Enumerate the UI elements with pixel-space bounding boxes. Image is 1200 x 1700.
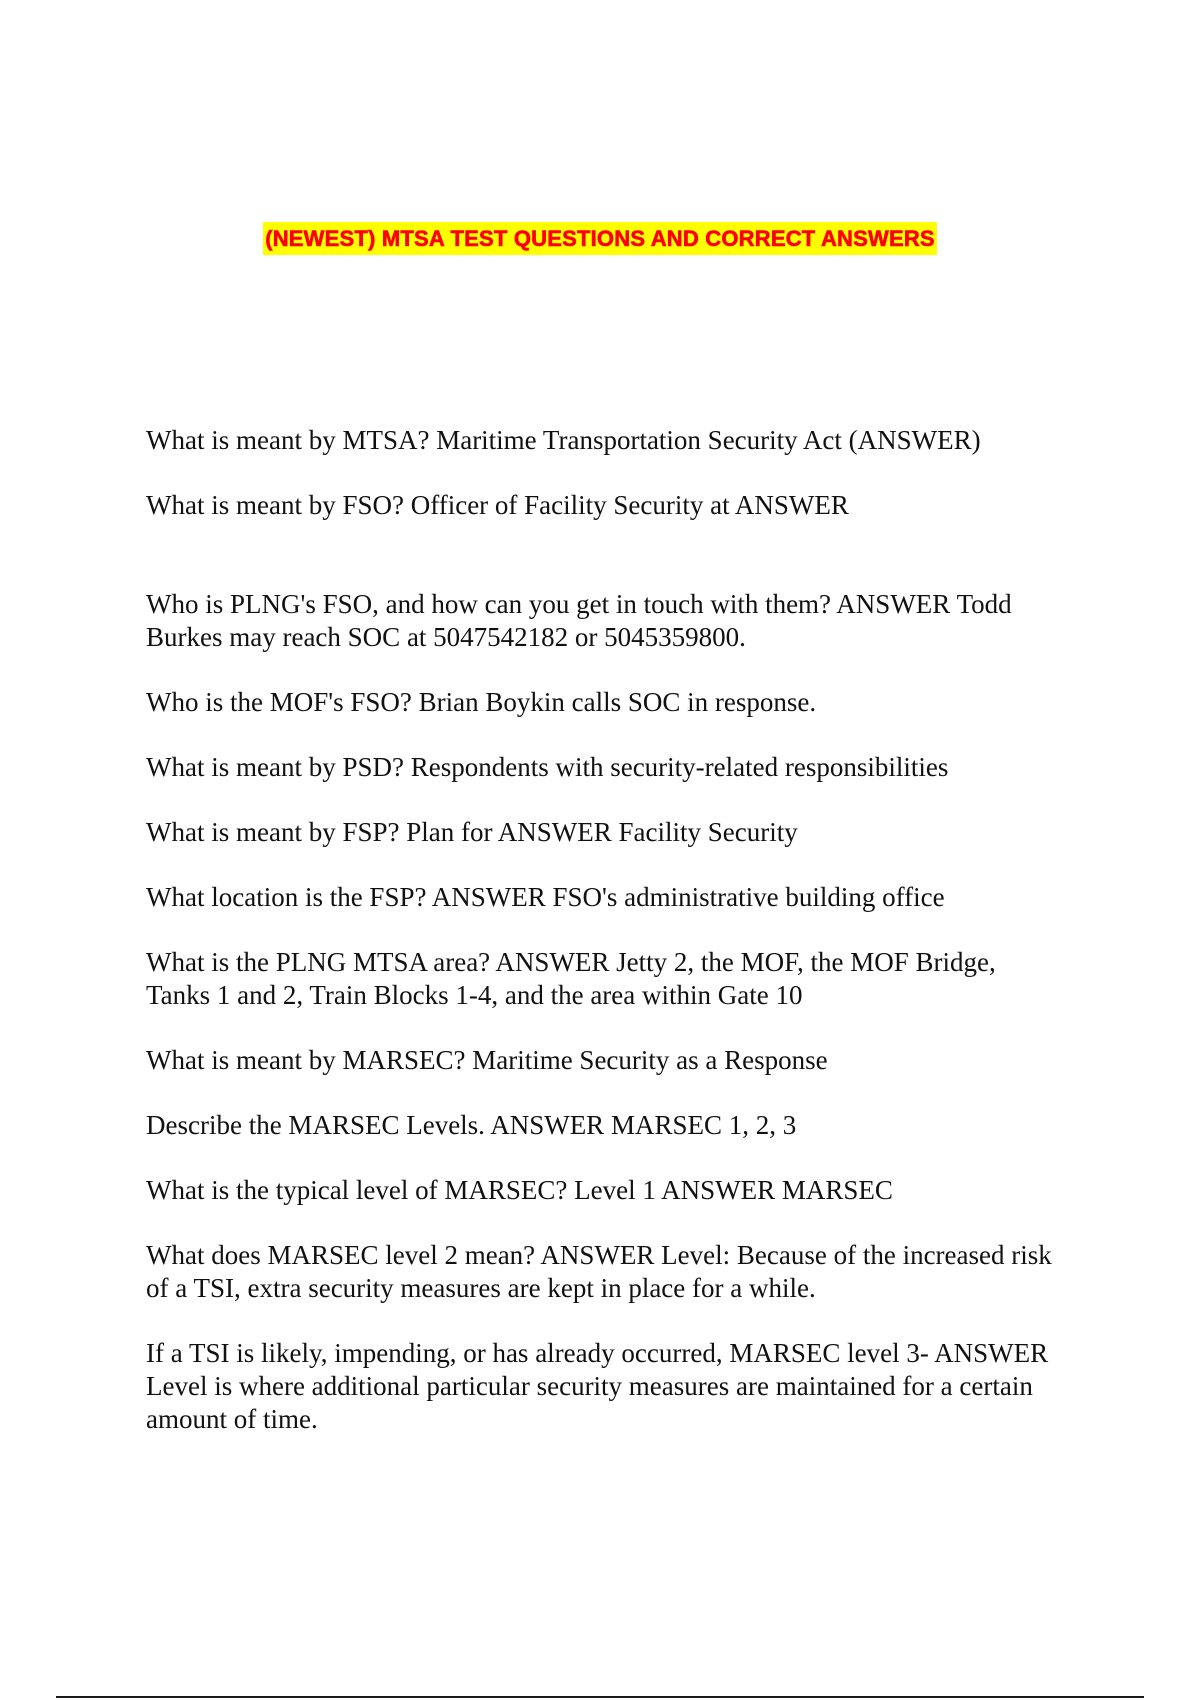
document-title: (NEWEST) MTSA TEST QUESTIONS AND CORRECT ANSWERS: [263, 222, 937, 255]
qa-item-plng-fso: Who is PLNG's FSO, and how can you get in touch with them? ANSWER Todd Burkes may reach SOC at 5047542182 or 5045359800.: [146, 589, 1012, 652]
qa-item-mtsa: What is meant by MTSA? Maritime Transportation Security Act (ANSWER): [146, 425, 981, 455]
qa-item-fso: What is meant by FSO? Officer of Facility Security at ANSWER: [146, 490, 849, 520]
qa-item-mtsa-area: What is the PLNG MTSA area? ANSWER Jetty 2, the MOF, the MOF Bridge, Tanks 1 and 2, Train Blocks 1-4, and the area within Gate 10: [146, 947, 996, 1010]
qa-item-marsec-typical: What is the typical level of MARSEC? Level 1 ANSWER MARSEC: [146, 1175, 893, 1205]
qa-list: [146, 424, 1066, 1436]
qa-item-marsec: What is meant by MARSEC? Maritime Security as a Response: [146, 1045, 828, 1075]
qa-item-marsec-level-2: What does MARSEC level 2 mean? ANSWER Level: Because of the increased risk of a TSI, extra security measures are kept in place for a while.: [146, 1240, 1052, 1303]
qa-item-fsp-location: What location is the FSP? ANSWER FSO's administrative building office: [146, 882, 945, 912]
qa-item-psd: What is meant by PSD? Respondents with security-related responsibilities: [146, 752, 949, 782]
title-container: [0, 222, 1200, 255]
qa-item-mof-fso: Who is the MOF's FSO? Brian Boykin calls SOC in response.: [146, 687, 817, 717]
qa-item-fsp: What is meant by FSP? Plan for ANSWER Facility Security: [146, 817, 798, 847]
qa-item-marsec-levels: Describe the MARSEC Levels. ANSWER MARSEC 1, 2, 3: [146, 1110, 797, 1140]
qa-item-marsec-level-3: If a TSI is likely, impending, or has already occurred, MARSEC level 3- ANSWER Level is where additional particular security measures are maintained for a certain amount of time.: [146, 1338, 1049, 1434]
footer-rule: [56, 1696, 1144, 1698]
